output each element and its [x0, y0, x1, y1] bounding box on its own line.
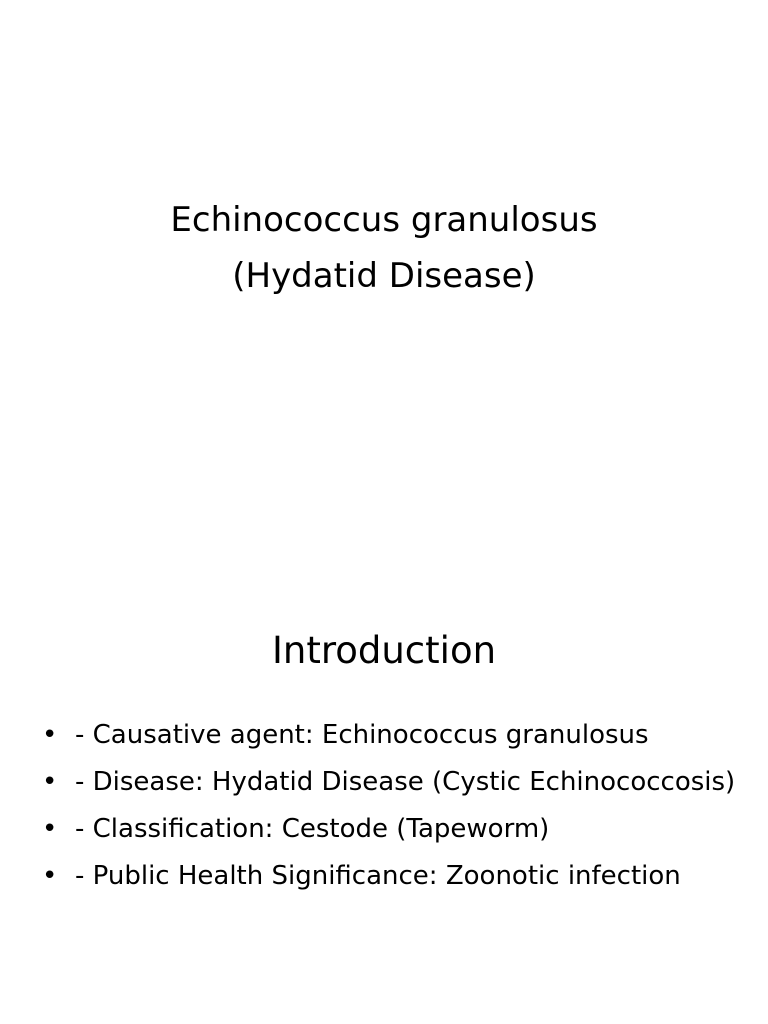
bullet-list [38, 714, 738, 902]
slide-title [0, 192, 768, 304]
title-line-2: (Hydatid Disease) [232, 256, 536, 296]
bullet-icon: • [42, 767, 58, 797]
bullet-icon: • [42, 814, 58, 844]
list-item [38, 714, 738, 756]
list-item [38, 855, 738, 897]
title-line-1: Echinococcus granulosus [170, 200, 598, 240]
list-item [38, 808, 738, 850]
bullet-text: - Causative agent: Echinococcus granulosus [75, 720, 649, 750]
section-heading: Introduction [271, 629, 497, 672]
bullet-text: - Classification: Cestode (Tapeworm) [75, 814, 550, 844]
bullet-text: - Disease: Hydatid Disease (Cystic Echinococcosis) [75, 767, 736, 797]
introduction-slide [0, 576, 768, 1024]
list-item [38, 761, 738, 803]
bullet-icon: • [42, 720, 58, 750]
bullet-text: - Public Health Significance: Zoonotic infection [75, 861, 681, 891]
bullet-icon: • [42, 861, 58, 891]
